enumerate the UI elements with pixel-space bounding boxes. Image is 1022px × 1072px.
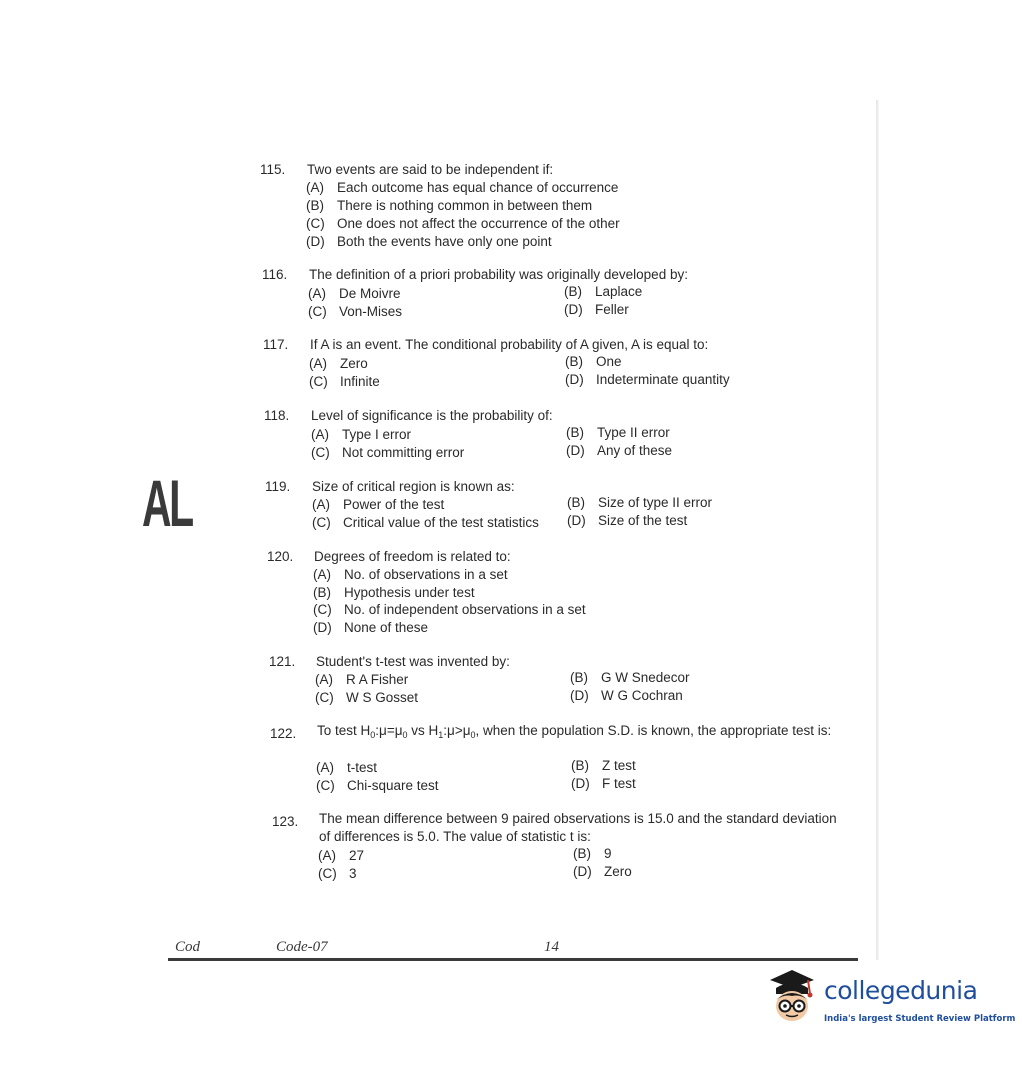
- question-stem: Size of critical region is known as:: [312, 479, 515, 494]
- option-text: Size of the test: [598, 513, 688, 528]
- option-c: [315, 689, 418, 707]
- option-d: [565, 371, 730, 389]
- option-label: (B): [571, 758, 589, 773]
- option-text: W S Gosset: [346, 690, 419, 705]
- stem-text: :μ>μ: [443, 723, 471, 738]
- option-text: Von-Mises: [339, 304, 403, 319]
- option-label: (B): [566, 425, 584, 440]
- option-d: [567, 512, 687, 530]
- stem-text: To test H: [317, 723, 371, 738]
- question-number: 116.: [262, 267, 288, 282]
- question-117: [263, 336, 863, 391]
- question-stem: [317, 722, 837, 745]
- question-number: 117.: [263, 337, 289, 352]
- option-label: (D): [564, 302, 583, 317]
- option-c: [316, 777, 439, 795]
- option-label: (C): [306, 216, 325, 231]
- option-c: [312, 514, 539, 532]
- question-120: [267, 548, 867, 638]
- option-text: Any of these: [597, 443, 673, 458]
- option-text: No. of observations in a set: [344, 567, 508, 582]
- option-b: [566, 424, 670, 442]
- question-stem: Degrees of freedom is related to:: [314, 549, 511, 564]
- option-c: [309, 373, 380, 391]
- option-label: (A): [308, 286, 326, 301]
- option-text: Feller: [595, 302, 629, 317]
- option-label: (C): [309, 374, 328, 389]
- option-text: Zero: [604, 864, 632, 879]
- option-text: No. of independent observations in a set: [344, 602, 586, 617]
- option-a: [306, 179, 618, 197]
- option-text: De Moivre: [339, 286, 401, 301]
- question-number: 119.: [265, 479, 291, 494]
- option-a: [318, 847, 364, 865]
- option-a: [316, 759, 377, 777]
- option-a: [315, 671, 408, 689]
- option-label: (A): [316, 760, 334, 775]
- option-label: (A): [312, 497, 330, 512]
- option-text: Type I error: [342, 427, 412, 442]
- option-label: (D): [567, 513, 586, 528]
- option-c: [311, 444, 464, 462]
- stem-subscript: 0: [402, 730, 408, 740]
- option-text: One: [596, 354, 622, 369]
- stem-subscript: 0: [470, 730, 476, 740]
- option-d: [566, 442, 672, 460]
- option-label: (D): [566, 443, 585, 458]
- option-a: [308, 285, 401, 303]
- question-number: 123.: [272, 814, 299, 829]
- option-text: Chi-square test: [347, 778, 439, 793]
- option-b: [567, 494, 712, 512]
- option-label: (A): [309, 356, 327, 371]
- brand-name: collegedunia: [824, 976, 978, 1005]
- option-label: (C): [315, 690, 334, 705]
- question-122: [270, 722, 870, 797]
- option-d: [306, 233, 552, 251]
- option-d: [564, 301, 629, 319]
- option-text: 9: [604, 846, 612, 861]
- question-116: [262, 266, 862, 321]
- brand-logo: [764, 966, 1016, 1036]
- option-d: [313, 619, 428, 637]
- question-number: 118.: [264, 408, 290, 423]
- page-edge-shadow: [876, 100, 879, 960]
- option-label: (D): [573, 864, 592, 879]
- option-text: Infinite: [340, 374, 380, 389]
- option-b: [570, 669, 690, 687]
- option-text: Type II error: [597, 425, 670, 440]
- option-text: G W Snedecor: [601, 670, 690, 685]
- option-text: F test: [602, 776, 636, 791]
- question-stem: The mean difference between 9 paired observations is 15.0 and the standard deviation of differences is 5.0. The value of statistic t is:: [319, 811, 837, 844]
- brand-tagline: India's largest Student Review Platform: [824, 1014, 1016, 1024]
- option-label: (D): [313, 620, 332, 635]
- option-label: (A): [313, 567, 331, 582]
- option-d: [570, 687, 683, 705]
- option-b: [306, 197, 592, 215]
- question-number: 120.: [267, 549, 294, 564]
- page-number: 14: [544, 939, 559, 955]
- option-text: Laplace: [595, 284, 643, 299]
- option-text: Zero: [340, 356, 368, 371]
- option-label: (B): [313, 585, 331, 600]
- question-121: [269, 653, 869, 708]
- option-label: (C): [313, 602, 332, 617]
- stem-subscript: 1: [438, 730, 444, 740]
- option-d: [571, 775, 636, 793]
- option-label: (C): [308, 304, 327, 319]
- option-label: (C): [311, 445, 330, 460]
- question-stem: Level of significance is the probability of:: [311, 408, 553, 423]
- option-label: (A): [315, 672, 333, 687]
- option-a: [313, 566, 508, 584]
- option-text: 3: [349, 866, 357, 881]
- option-b: [573, 845, 612, 863]
- option-b: [313, 584, 475, 602]
- option-text: Z test: [602, 758, 636, 773]
- option-text: Critical value of the test statistics: [343, 515, 539, 530]
- option-label: (C): [316, 778, 335, 793]
- option-label: (C): [312, 515, 331, 530]
- option-label: (B): [567, 495, 585, 510]
- option-text: Power of the test: [343, 497, 445, 512]
- question-118: [264, 407, 864, 462]
- option-text: Not committing error: [342, 445, 465, 460]
- option-text: There is nothing common in between them: [337, 198, 593, 213]
- stem-subscript: 0: [370, 730, 376, 740]
- option-label: (A): [306, 180, 324, 195]
- option-text: Indeterminate quantity: [596, 372, 730, 387]
- option-text: 27: [349, 848, 365, 863]
- question-119: [265, 478, 865, 533]
- option-text: Hypothesis under test: [344, 585, 475, 600]
- option-label: (A): [311, 427, 329, 442]
- option-label: (B): [306, 198, 324, 213]
- question-stem: Two events are said to be independent if:: [307, 162, 554, 177]
- option-label: (A): [318, 848, 336, 863]
- option-text: Each outcome has equal chance of occurrence: [337, 180, 619, 195]
- option-label: (B): [565, 354, 583, 369]
- footer-left-label: Cod: [175, 939, 201, 955]
- option-text: t-test: [347, 760, 378, 775]
- question-number: 122.: [270, 726, 297, 741]
- option-text: Size of type II error: [598, 495, 713, 510]
- option-text: R A Fisher: [346, 672, 409, 687]
- option-text: None of these: [344, 620, 429, 635]
- side-margin-mark: AL: [142, 466, 192, 540]
- option-label: (C): [318, 866, 337, 881]
- option-label: (D): [306, 234, 325, 249]
- option-b: [565, 353, 622, 371]
- mascot-icon: [764, 966, 822, 1032]
- question-stem: Student's t-test was invented by:: [316, 654, 510, 669]
- option-b: [571, 757, 636, 775]
- question-number: 115.: [260, 162, 286, 177]
- option-c: [308, 303, 402, 321]
- option-label: (B): [573, 846, 591, 861]
- footer-rule: [168, 958, 858, 961]
- question-123: [272, 810, 872, 885]
- footer-code: Code-07: [276, 939, 328, 955]
- question-number: 121.: [269, 654, 296, 669]
- option-c: [318, 865, 357, 883]
- question-115: [260, 161, 860, 251]
- option-label: (D): [570, 688, 589, 703]
- option-text: Both the events have only one point: [337, 234, 552, 249]
- stem-text: :μ=μ: [375, 723, 403, 738]
- question-stem: The definition of a priori probability was originally developed by:: [309, 267, 688, 282]
- question-stem: If A is an event. The conditional probability of A given, A is equal to:: [310, 337, 709, 352]
- option-a: [312, 496, 444, 514]
- option-c: [306, 215, 620, 233]
- option-d: [573, 863, 632, 881]
- option-text: One does not affect the occurrence of the other: [337, 216, 620, 231]
- option-label: (B): [564, 284, 582, 299]
- option-a: [309, 355, 368, 373]
- option-b: [564, 283, 642, 301]
- option-a: [311, 426, 411, 444]
- option-label: (D): [565, 372, 584, 387]
- stem-text: , when the population S.D. is known, the appropriate test is:: [475, 723, 832, 738]
- option-text: W G Cochran: [601, 688, 683, 703]
- option-label: (D): [571, 776, 590, 791]
- stem-text: vs H: [407, 723, 439, 738]
- option-c: [313, 601, 586, 619]
- option-label: (B): [570, 670, 588, 685]
